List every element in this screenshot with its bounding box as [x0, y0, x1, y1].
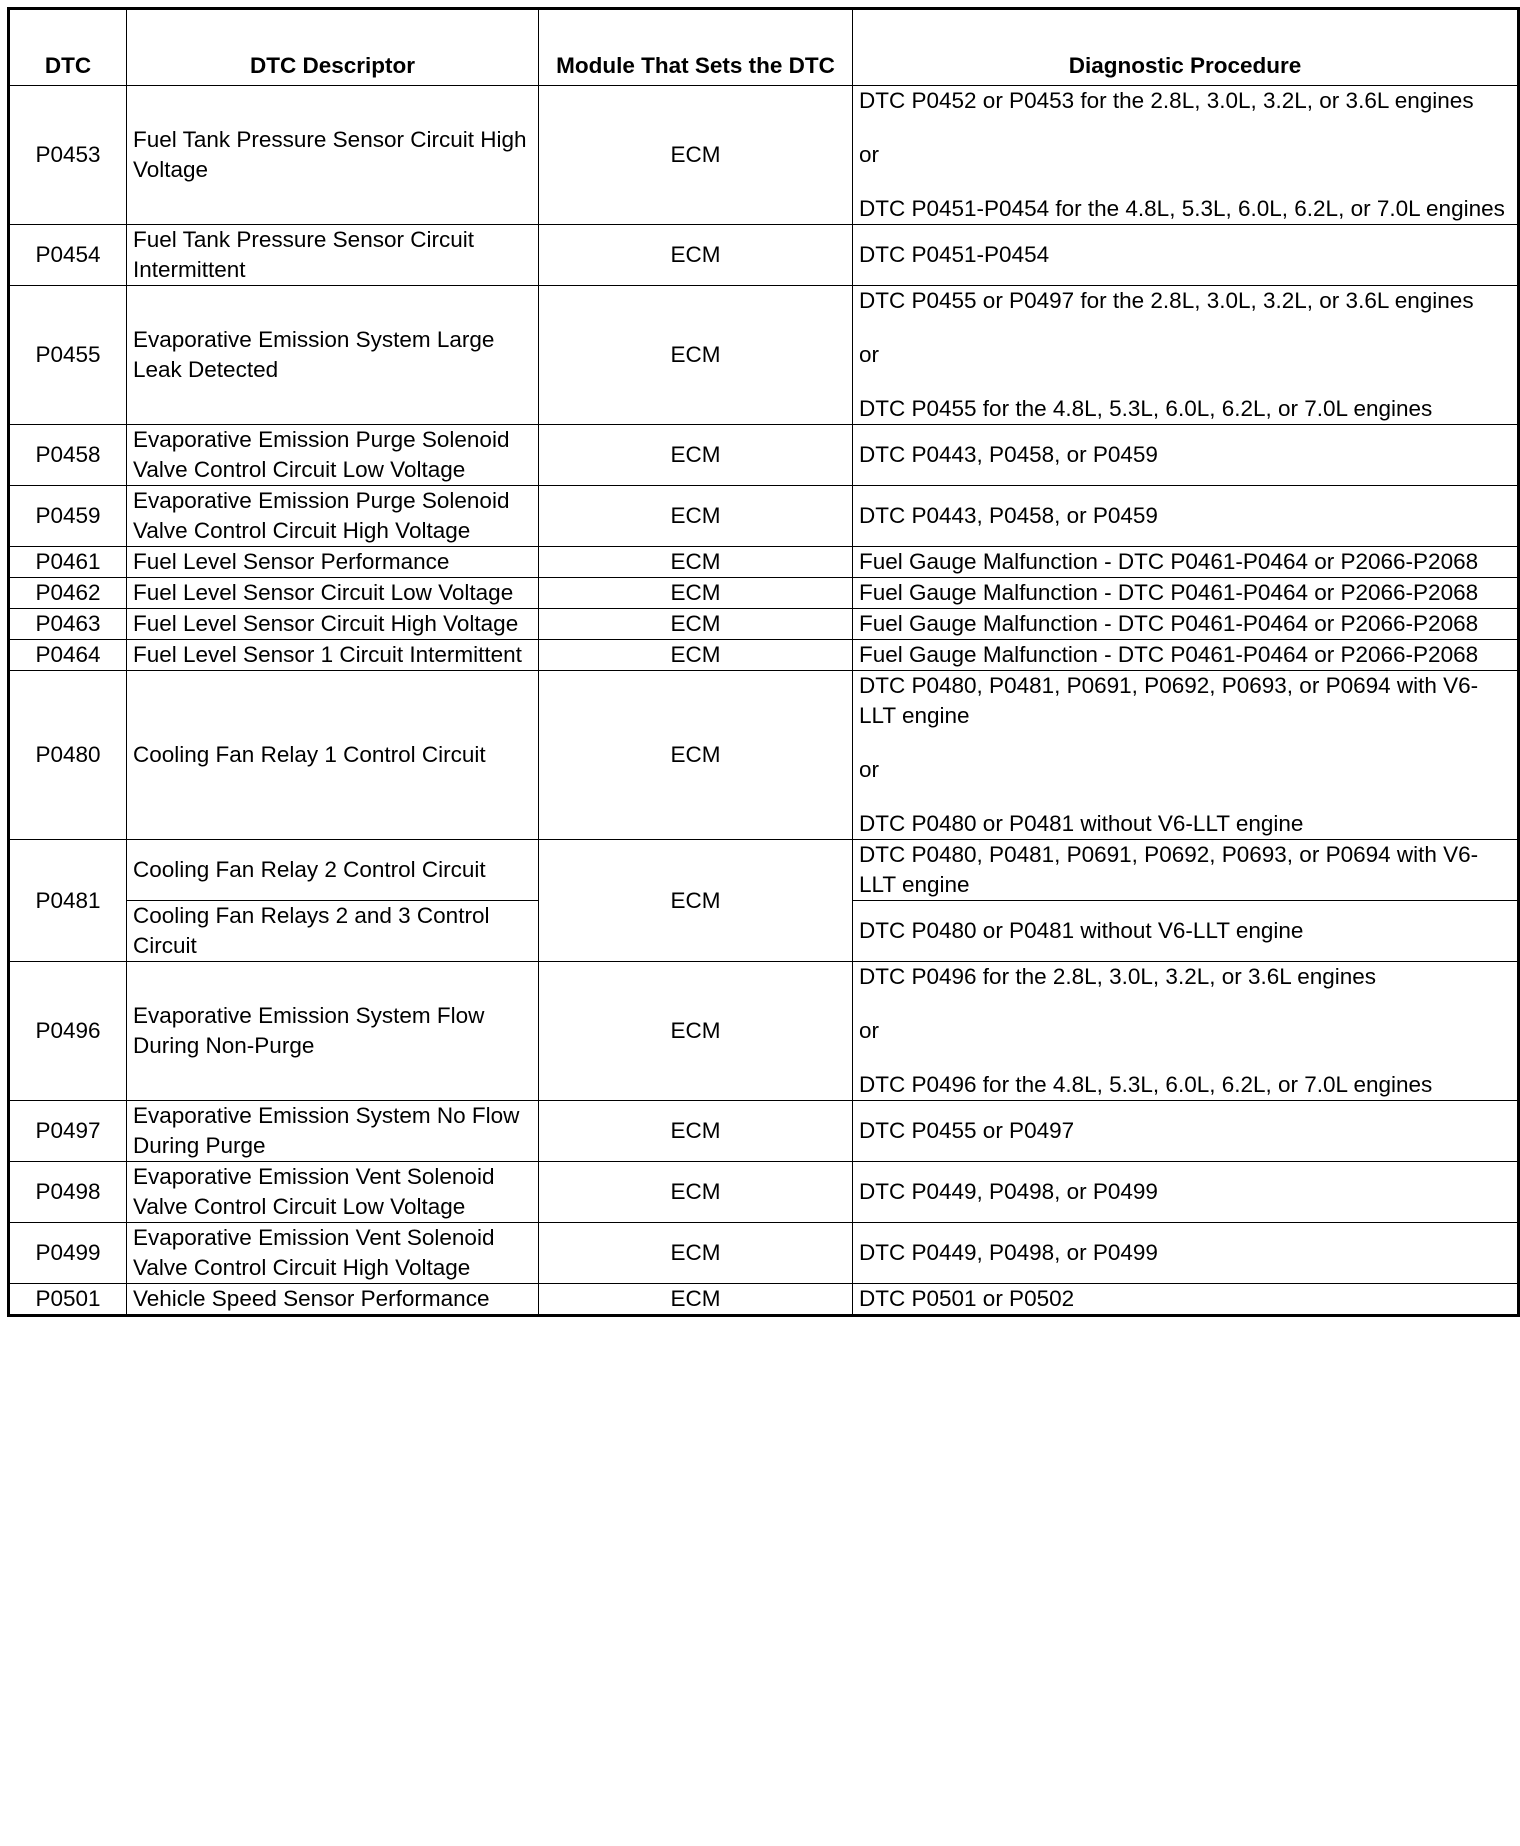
dtc-code: P0462	[9, 578, 127, 609]
table-row	[9, 1284, 1519, 1316]
procedure-cell	[853, 640, 1519, 671]
procedure-text: Fuel Gauge Malfunction - DTC P0461-P0464 or P2066-P2068	[859, 642, 1479, 667]
dtc-code: P0480	[9, 671, 127, 840]
dtc-code: P0499	[9, 1223, 127, 1284]
module-cell: ECM	[539, 547, 853, 578]
procedure-text: DTC P0480, P0481, P0691, P0692, P0693, or P0694 with V6-LLT engine	[859, 673, 1479, 728]
procedure-cell	[853, 609, 1519, 640]
dtc-descriptor: Evaporative Emission Vent Solenoid Valve Control Circuit Low Voltage	[127, 1162, 539, 1223]
dtc-code: P0464	[9, 640, 127, 671]
module-cell: ECM	[539, 1101, 853, 1162]
procedure-text: DTC P0451-P0454 for the 4.8L, 5.3L, 6.0L, 6.2L, or 7.0L engines	[859, 196, 1505, 221]
module-cell: ECM	[539, 86, 853, 225]
header-dtc: DTC	[9, 9, 127, 86]
dtc-descriptor: Cooling Fan Relay 1 Control Circuit	[127, 671, 539, 840]
table-row	[9, 1101, 1519, 1162]
module-cell: ECM	[539, 640, 853, 671]
procedure-cell	[853, 578, 1519, 609]
procedure-cell	[853, 1223, 1519, 1284]
procedure-cell	[853, 962, 1519, 1101]
dtc-code: P0497	[9, 1101, 127, 1162]
procedure-text: DTC P0449, P0498, or P0499	[859, 1179, 1158, 1204]
procedure-text: or	[859, 342, 880, 367]
procedure-text: Fuel Gauge Malfunction - DTC P0461-P0464 or P2066-P2068	[859, 611, 1479, 636]
procedure-text: DTC P0496 for the 4.8L, 5.3L, 6.0L, 6.2L, or 7.0L engines	[859, 1072, 1433, 1097]
dtc-descriptor: Evaporative Emission System Flow During Non-Purge	[127, 962, 539, 1101]
procedure-text: DTC P0443, P0458, or P0459	[859, 442, 1158, 467]
dtc-descriptor: Cooling Fan Relays 2 and 3 Control Circuit	[127, 901, 539, 962]
procedure-text: or	[859, 1018, 880, 1043]
procedure-text: or	[859, 142, 880, 167]
procedure-text: or	[859, 757, 880, 782]
module-cell: ECM	[539, 425, 853, 486]
dtc-descriptor: Fuel Level Sensor Performance	[127, 547, 539, 578]
dtc-descriptor: Evaporative Emission Purge Solenoid Valve Control Circuit Low Voltage	[127, 425, 539, 486]
procedure-cell	[853, 225, 1519, 286]
dtc-code: P0498	[9, 1162, 127, 1223]
procedure-cell	[853, 1101, 1519, 1162]
dtc-code: P0463	[9, 609, 127, 640]
table-row	[9, 840, 1519, 901]
module-cell: ECM	[539, 671, 853, 840]
table-row	[9, 547, 1519, 578]
dtc-descriptor: Fuel Tank Pressure Sensor Circuit High Voltage	[127, 86, 539, 225]
procedure-cell	[853, 425, 1519, 486]
procedure-text: Fuel Gauge Malfunction - DTC P0461-P0464 or P2066-P2068	[859, 549, 1479, 574]
table-row	[9, 1223, 1519, 1284]
procedure-text: DTC P0455 or P0497 for the 2.8L, 3.0L, 3.2L, or 3.6L engines	[859, 288, 1474, 313]
dtc-code: P0501	[9, 1284, 127, 1316]
table-row	[9, 225, 1519, 286]
table-row	[9, 286, 1519, 425]
table-row	[9, 486, 1519, 547]
module-cell: ECM	[539, 840, 853, 962]
table-row	[9, 640, 1519, 671]
module-cell: ECM	[539, 609, 853, 640]
dtc-descriptor: Vehicle Speed Sensor Performance	[127, 1284, 539, 1316]
dtc-descriptor: Cooling Fan Relay 2 Control Circuit	[127, 840, 539, 901]
procedure-text: Fuel Gauge Malfunction - DTC P0461-P0464 or P2066-P2068	[859, 580, 1479, 605]
procedure-cell	[853, 547, 1519, 578]
procedure-text: DTC P0443, P0458, or P0459	[859, 503, 1158, 528]
table-row	[9, 671, 1519, 840]
dtc-descriptor: Fuel Tank Pressure Sensor Circuit Intermittent	[127, 225, 539, 286]
table-row	[9, 609, 1519, 640]
dtc-code: P0458	[9, 425, 127, 486]
dtc-descriptor: Fuel Level Sensor Circuit High Voltage	[127, 609, 539, 640]
procedure-cell: DTC P0480, P0481, P0691, P0692, P0693, or P0694 with V6-LLT engine	[853, 840, 1519, 901]
procedure-cell: DTC P0480 or P0481 without V6-LLT engine	[853, 901, 1519, 962]
procedure-text: DTC P0449, P0498, or P0499	[859, 1240, 1158, 1265]
procedure-text: DTC P0452 or P0453 for the 2.8L, 3.0L, 3.2L, or 3.6L engines	[859, 88, 1474, 113]
dtc-code: P0496	[9, 962, 127, 1101]
procedure-cell	[853, 286, 1519, 425]
dtc-code: P0455	[9, 286, 127, 425]
procedure-cell	[853, 1284, 1519, 1316]
dtc-code: P0453	[9, 86, 127, 225]
dtc-code: P0459	[9, 486, 127, 547]
module-cell: ECM	[539, 486, 853, 547]
procedure-text: DTC P0496 for the 2.8L, 3.0L, 3.2L, or 3.6L engines	[859, 964, 1377, 989]
module-cell: ECM	[539, 962, 853, 1101]
procedure-text: DTC P0480 or P0481 without V6-LLT engine	[859, 811, 1304, 836]
procedure-cell	[853, 1162, 1519, 1223]
procedure-cell	[853, 486, 1519, 547]
procedure-cell	[853, 671, 1519, 840]
module-cell: ECM	[539, 578, 853, 609]
header-procedure: Diagnostic Procedure	[853, 9, 1519, 86]
module-cell: ECM	[539, 1284, 853, 1316]
dtc-descriptor: Evaporative Emission Purge Solenoid Valve Control Circuit High Voltage	[127, 486, 539, 547]
table-row	[9, 578, 1519, 609]
table-row	[9, 962, 1519, 1101]
module-cell: ECM	[539, 225, 853, 286]
table-row	[9, 1162, 1519, 1223]
table-row	[9, 425, 1519, 486]
module-cell: ECM	[539, 286, 853, 425]
module-cell: ECM	[539, 1162, 853, 1223]
dtc-table	[7, 7, 1520, 1317]
dtc-descriptor: Evaporative Emission System No Flow During Purge	[127, 1101, 539, 1162]
dtc-descriptor: Evaporative Emission System Large Leak Detected	[127, 286, 539, 425]
header-row	[9, 9, 1519, 86]
header-descriptor: DTC Descriptor	[127, 9, 539, 86]
dtc-code: P0481	[9, 840, 127, 962]
dtc-code: P0454	[9, 225, 127, 286]
procedure-text: DTC P0455 or P0497	[859, 1118, 1075, 1143]
table-row	[9, 86, 1519, 225]
dtc-code: P0461	[9, 547, 127, 578]
dtc-descriptor: Fuel Level Sensor Circuit Low Voltage	[127, 578, 539, 609]
dtc-descriptor: Fuel Level Sensor 1 Circuit Intermittent	[127, 640, 539, 671]
procedure-cell	[853, 86, 1519, 225]
dtc-descriptor: Evaporative Emission Vent Solenoid Valve Control Circuit High Voltage	[127, 1223, 539, 1284]
header-module: Module That Sets the DTC	[539, 9, 853, 86]
procedure-text: DTC P0455 for the 4.8L, 5.3L, 6.0L, 6.2L, or 7.0L engines	[859, 396, 1433, 421]
procedure-text: DTC P0451-P0454	[859, 242, 1050, 267]
procedure-text: DTC P0501 or P0502	[859, 1286, 1075, 1311]
module-cell: ECM	[539, 1223, 853, 1284]
